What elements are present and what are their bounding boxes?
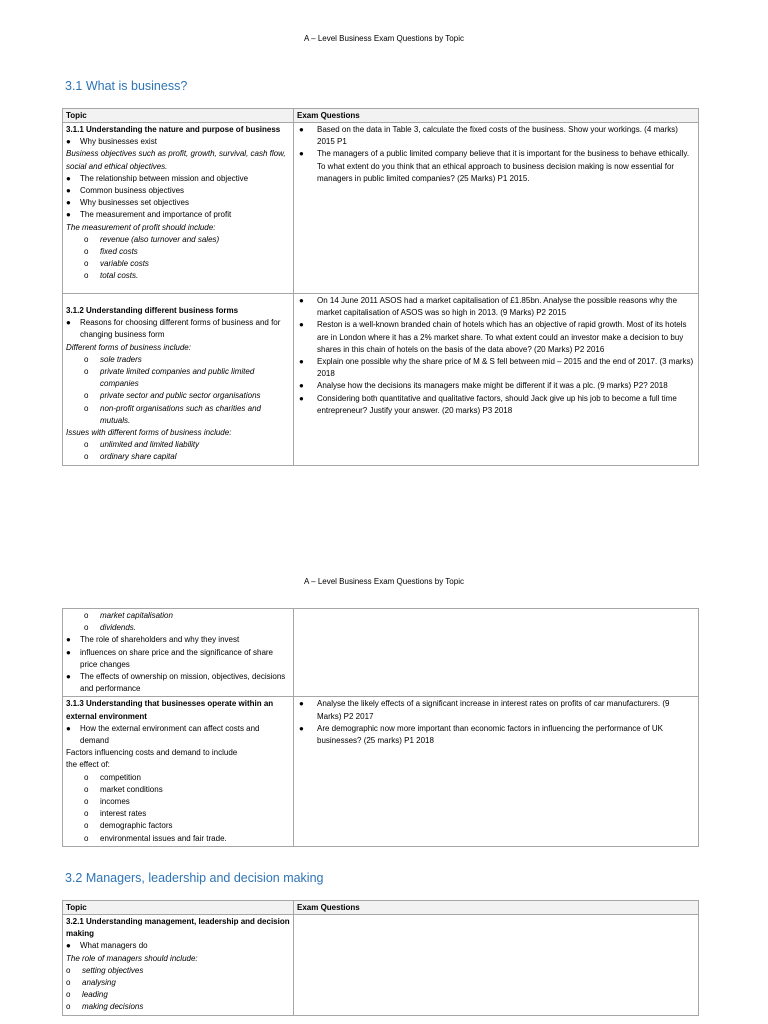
topic-sub-item-text: sole traders	[100, 354, 142, 364]
topic-bullet-text: The relationship between mission and objective	[80, 173, 249, 183]
topic-cell	[63, 697, 294, 846]
list-item	[66, 451, 290, 463]
topic-sub-item-text: market conditions	[100, 784, 163, 794]
list-item	[66, 390, 290, 402]
topic-bullet-text: Why businesses set objectives	[80, 198, 189, 208]
exam-question-text: Analyse how the decisions its managers make might be different if it was a plc. (9 marks) P2? 2018	[317, 381, 668, 391]
sub-bullet-marker: o	[66, 990, 71, 1000]
questions-cell	[294, 915, 699, 1016]
topic-list	[66, 317, 290, 463]
list-item	[66, 270, 290, 282]
list-item	[66, 148, 290, 172]
topic-list	[66, 136, 290, 282]
list-item	[66, 1001, 290, 1013]
page-header: A – Level Business Exam Questions by Topic	[304, 34, 464, 43]
bullet-marker: ●	[299, 125, 304, 134]
section-title-3-2: 3.2 Managers, leadership and decision making	[65, 871, 324, 885]
list-item	[66, 197, 290, 209]
sub-bullet-marker: o	[84, 797, 89, 807]
list-item	[66, 366, 290, 390]
list-item	[66, 610, 290, 622]
bullet-marker: ●	[66, 647, 71, 657]
bullet-marker: ●	[299, 320, 304, 330]
table-header-row	[63, 901, 699, 915]
list-item	[66, 977, 290, 989]
table-header-row	[63, 109, 699, 123]
topic-bullet-text: What managers do	[80, 941, 148, 951]
sub-bullet-marker: o	[84, 611, 89, 620]
list-item	[66, 317, 290, 341]
topic-bullet-text: The measurement and importance of profit	[80, 210, 232, 220]
topic-cell	[63, 609, 294, 697]
bullet-marker: ●	[66, 137, 71, 147]
bullet-marker: ●	[299, 723, 304, 733]
topic-sub-item-text: making decisions	[82, 1002, 144, 1012]
topic-bullet-text: The role of shareholders and why they invest	[80, 635, 240, 645]
list-item	[66, 953, 290, 965]
topic-bullet-text: influences on share price and the significance of share price changes	[80, 647, 274, 669]
topic-sub-item-text: total costs.	[100, 271, 139, 281]
bullet-marker: ●	[66, 173, 71, 183]
topic-cell	[63, 294, 294, 466]
sub-bullet-marker: o	[84, 247, 89, 257]
questions-column-header: Exam Questions	[294, 901, 699, 915]
list-item	[66, 759, 290, 771]
topic-bullet-text: Reasons for choosing different forms of business and for changing business form	[80, 318, 281, 340]
topic-sub-item-text: competition	[100, 772, 141, 782]
topic-bullet-text: Why businesses exist	[80, 137, 157, 147]
exam-question	[297, 393, 695, 417]
bullet-marker: ●	[299, 149, 304, 159]
sub-bullet-marker: o	[84, 403, 89, 413]
topic-note-text: The measurement of profit should include:	[66, 222, 216, 232]
topic-note-text: Different forms of business include:	[66, 342, 191, 352]
topic-list	[66, 940, 290, 1013]
list-item	[66, 354, 290, 366]
topic-list	[66, 723, 290, 845]
exam-question	[297, 723, 695, 747]
sub-bullet-marker: o	[84, 367, 89, 377]
sub-bullet-marker: o	[84, 354, 89, 364]
exam-question	[297, 380, 695, 392]
list-item	[66, 723, 290, 747]
questions-cell	[294, 697, 699, 846]
bullet-marker: ●	[66, 635, 71, 645]
list-item	[66, 136, 290, 148]
table-row	[63, 915, 699, 1016]
topic-table-3-1	[62, 108, 699, 466]
question-list	[297, 295, 695, 417]
list-item	[66, 209, 290, 221]
topic-note-text: Factors influencing costs and demand to include	[66, 748, 238, 758]
topic-note-text: Business objectives such as profit, growth, survival, cash flow, social and ethical objectives.	[66, 149, 286, 171]
table-row	[63, 609, 699, 697]
bullet-marker: ●	[66, 198, 71, 208]
sub-bullet-marker: o	[66, 965, 71, 975]
sub-bullet-marker: o	[84, 784, 89, 794]
exam-question-text: Considering both quantitative and qualitative factors, should Jack give up his job to become a full time entrepreneur? Justify your answer. (20 marks) P3 2018	[317, 393, 677, 415]
sub-bullet-marker: o	[66, 978, 71, 988]
topic-sub-item-text: leading	[82, 990, 108, 1000]
topic-bullet-text: Common business objectives	[80, 186, 185, 196]
bullet-marker: ●	[299, 381, 304, 391]
topic-sub-item-text: setting objectives	[82, 965, 144, 975]
topic-heading: 3.1.1 Understanding the nature and purpose of business	[66, 125, 281, 134]
topic-cell	[63, 915, 294, 1016]
sub-bullet-marker: o	[84, 833, 89, 843]
list-item	[66, 439, 290, 451]
sub-bullet-marker: o	[84, 809, 89, 819]
topic-heading: 3.2.1 Understanding management, leadership and decision making	[66, 917, 290, 939]
list-item	[66, 747, 290, 759]
sub-bullet-marker: o	[84, 271, 89, 281]
list-item	[66, 173, 290, 185]
topic-cell	[63, 123, 294, 294]
list-item	[66, 796, 290, 808]
topic-bullet-text: How the external environment can affect costs and demand	[80, 723, 260, 746]
question-list	[297, 698, 695, 747]
exam-question-text: The managers of a public limited company believe that it is important for the business to behave ethically. To what extent do you think that an ethical approach to business decision making is now essential for managers in public limited companies? (25 Marks) P1 2015.	[317, 149, 690, 183]
topic-table-3-2	[62, 900, 699, 1016]
exam-question-text: Based on the data in Table 3, calculate the fixed costs of the business. Show your workings. (4 marks) 2015 P1	[317, 125, 678, 147]
bullet-marker: ●	[299, 699, 304, 709]
bullet-marker: ●	[299, 393, 304, 403]
topic-note-text: Issues with different forms of business include:	[66, 428, 232, 438]
list-item	[66, 342, 290, 354]
topic-sub-item-text: environmental issues and fair trade.	[100, 833, 227, 843]
topic-column-header: Topic	[63, 109, 294, 123]
exam-question	[297, 295, 695, 319]
list-item	[66, 647, 290, 671]
topic-sub-item-text: market capitalisation	[100, 611, 173, 620]
exam-question-text: Are demographic now more important than economic factors in influencing the performance of UK businesses? (25 marks) P1 2018	[317, 723, 663, 746]
bullet-marker: ●	[299, 357, 304, 367]
topic-bullet-text: The effects of ownership on mission, objectives, decisions and performance	[80, 672, 286, 694]
topic-sub-item-text: ordinary share capital	[100, 452, 177, 462]
topic-sub-item-text: unlimited and limited liability	[100, 440, 200, 450]
sub-bullet-marker: o	[84, 440, 89, 450]
list-item	[66, 222, 290, 234]
topic-sub-item-text: non-profit organisations such as charities and mutuals.	[100, 403, 261, 425]
questions-cell	[294, 123, 699, 294]
sub-bullet-marker: o	[84, 259, 89, 269]
bullet-marker: ●	[66, 210, 71, 220]
list-item	[66, 622, 290, 634]
sub-bullet-marker: o	[84, 821, 89, 831]
topic-sub-item-text: revenue (also turnover and sales)	[100, 234, 220, 244]
topic-note-text: the effect of:	[66, 760, 110, 770]
topic-sub-item-text: variable costs	[100, 259, 149, 269]
exam-question-text: On 14 June 2011 ASOS had a market capitalisation of £1.85bn. Analyse the possible reasons why the market capitalisation of ASOS was so high in 2013. (9 Marks) P2 2015	[317, 296, 678, 318]
list-item	[66, 185, 290, 197]
topic-sub-item-text: dividends.	[100, 623, 137, 633]
list-item	[66, 989, 290, 1001]
questions-cell	[294, 609, 699, 697]
bullet-marker: ●	[66, 672, 71, 682]
exam-question-text: Explain one possible why the share price of M & S fell between mid – 2015 and the end of 2017. (3 marks) 2018	[317, 357, 694, 379]
list-item	[66, 772, 290, 784]
question-list	[297, 124, 695, 185]
bullet-marker: ●	[66, 186, 71, 196]
list-item	[66, 965, 290, 977]
page-header: A – Level Business Exam Questions by Topic	[304, 577, 464, 586]
topic-note-text: The role of managers should include:	[66, 953, 198, 963]
sub-bullet-marker: o	[84, 391, 89, 401]
bullet-marker: ●	[66, 318, 71, 328]
topic-sub-item-text: private sector and public sector organisations	[100, 391, 261, 401]
bullet-marker: ●	[66, 723, 71, 733]
list-item	[66, 427, 290, 439]
topic-sub-item-text: private limited companies and public limited companies	[100, 367, 255, 389]
list-item	[66, 634, 290, 646]
topic-heading: 3.1.3 Understanding that businesses operate within an external environment	[66, 699, 274, 721]
list-item	[66, 833, 290, 845]
topic-column-header: Topic	[63, 901, 294, 915]
list-item	[66, 403, 290, 427]
topic-sub-item-text: analysing	[82, 978, 116, 988]
questions-column-header: Exam Questions	[294, 109, 699, 123]
topic-sub-item-text: demographic factors	[100, 821, 173, 831]
exam-question	[297, 698, 695, 722]
table-row	[63, 697, 699, 846]
topic-sub-item-text: incomes	[100, 797, 130, 807]
bullet-marker: ●	[66, 941, 71, 951]
exam-question-text: Analyse the likely effects of a significant increase in interest rates on profits of car manufacturers. (9 Marks) P2 2017	[317, 699, 670, 721]
topic-sub-item-text: fixed costs	[100, 247, 138, 257]
exam-question-text: Reston is a well-known branded chain of hotels which has an objective of rapid growth. Most of its hotels are in London where it has a 2% market share. To what extent could an investor make a decision to buy shares in this chain of hotels on the basis of the data above? (20 Marks) P2 2016	[317, 320, 687, 354]
topic-list	[66, 610, 290, 695]
list-item	[66, 671, 290, 695]
topic-sub-item-text: interest rates	[100, 809, 147, 819]
exam-question	[297, 124, 695, 148]
list-item	[66, 940, 290, 952]
sub-bullet-marker: o	[84, 452, 89, 462]
list-item	[66, 820, 290, 832]
table-row	[63, 123, 699, 294]
list-item	[66, 784, 290, 796]
sub-bullet-marker: o	[66, 1002, 71, 1012]
sub-bullet-marker: o	[84, 234, 89, 244]
exam-question	[297, 356, 695, 380]
topic-table-3-1-continued	[62, 608, 699, 847]
exam-question	[297, 319, 695, 356]
sub-bullet-marker: o	[84, 772, 89, 782]
table-row	[63, 294, 699, 466]
list-item	[66, 808, 290, 820]
questions-cell	[294, 294, 699, 466]
list-item	[66, 234, 290, 246]
sub-bullet-marker: o	[84, 623, 89, 633]
section-title-3-1: 3.1 What is business?	[65, 79, 188, 93]
list-item	[66, 258, 290, 270]
bullet-marker: ●	[299, 296, 304, 305]
list-item	[66, 246, 290, 258]
exam-question	[297, 148, 695, 185]
topic-heading: 3.1.2 Understanding different business forms	[66, 306, 239, 315]
